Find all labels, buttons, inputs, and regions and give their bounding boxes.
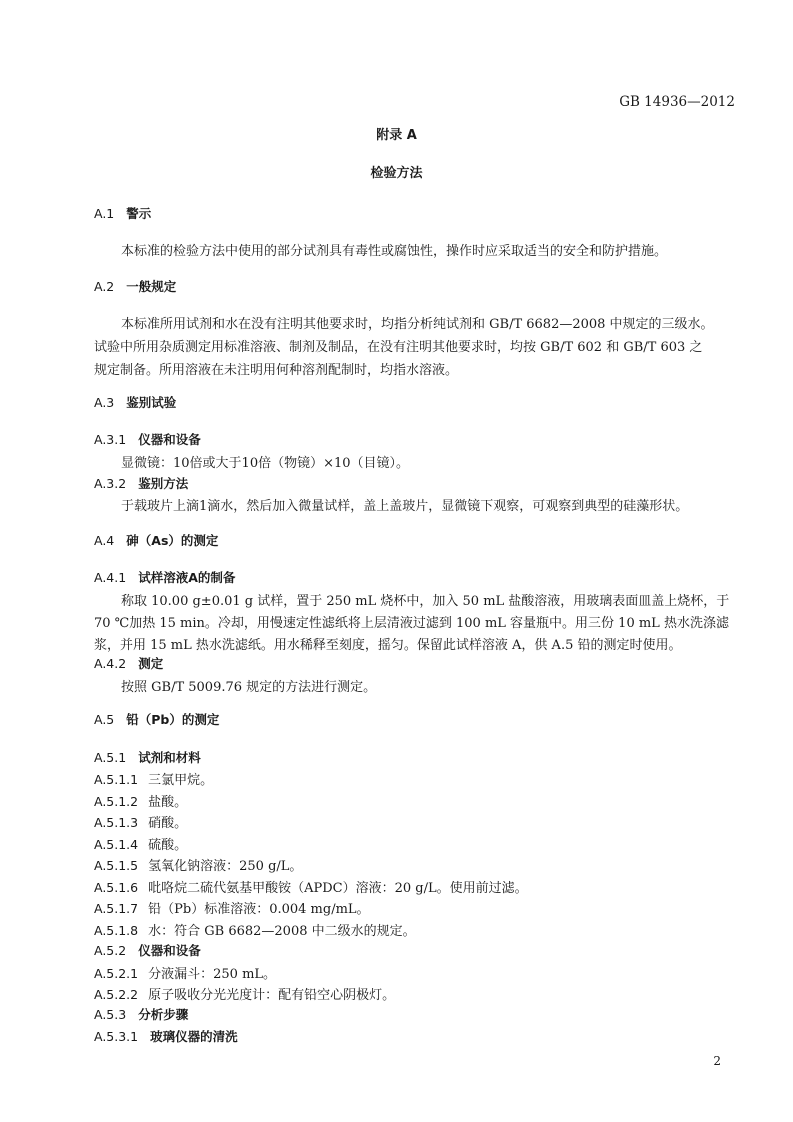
appendix-subtitle: 检验方法: [370, 166, 423, 181]
subsection-a52-heading: [94, 941, 201, 959]
paragraph-line: 浆，并用 15 mL 热水洗滤纸。用水稀释至刻度，摇匀。保留此试样溶液 A，供 A.5 铅的测定时使用。: [94, 638, 682, 653]
item-text: 分液漏斗：250 mL。: [148, 967, 277, 982]
section-title: 警示: [126, 206, 152, 221]
section-number: A.4.2: [94, 656, 127, 671]
section-number: A.3.1: [94, 432, 127, 447]
item-number: A.5.1.4: [94, 837, 139, 852]
subsection-a53-heading: [94, 1005, 188, 1023]
section-title: 测定: [138, 656, 164, 671]
item-number: A.5.2.2: [94, 987, 139, 1002]
item-number: A.5.2.1: [94, 966, 139, 981]
item-text: 盐酸。: [148, 795, 188, 810]
item-number: A.5.1.2: [94, 794, 139, 809]
page-number: 2: [713, 1054, 721, 1068]
section-title: 分析步骤: [138, 1007, 189, 1022]
subsection-a42-heading: [94, 654, 163, 672]
paragraph-warning: 本标准的检验方法中使用的部分试剂具有毒性或腐蚀性，操作时应采取适当的安全和防护措施。: [121, 244, 668, 259]
section-number: A.5: [94, 712, 115, 727]
section-title: 仪器和设备: [138, 943, 201, 958]
section-number: A.3.2: [94, 476, 127, 491]
paragraph-line: 本标准所用试剂和水在没有注明其他要求时，均指分析纯试剂和 GB/T 6682—2008 中规定的三级水。: [121, 317, 714, 332]
item-text: 吡咯烷二硫代氨基甲酸铵（APDC）溶液：20 g/L。使用前过滤。: [148, 881, 528, 896]
appendix-title: 附录 A: [376, 128, 417, 143]
section-number: A.3: [94, 395, 115, 410]
item-text: 氢氧化钠溶液：250 g/L。: [148, 859, 303, 874]
section-number: A.5.3.1: [94, 1029, 139, 1044]
section-a5-heading: [94, 710, 219, 728]
section-number: A.5.2: [94, 943, 127, 958]
section-title: 仪器和设备: [138, 432, 201, 447]
section-number: A.1: [94, 206, 115, 221]
standard-code: GB 14936—2012: [619, 94, 735, 110]
list-item: [94, 855, 302, 874]
paragraph-line: 显微镜：10倍或大于10倍（物镜）×10（目镜）。: [121, 456, 410, 471]
list-item: [94, 769, 213, 788]
list-item: [94, 920, 416, 939]
section-title: 铅（Pb）的测定: [126, 712, 220, 727]
section-a3-heading: [94, 393, 176, 411]
section-number: A.4.1: [94, 570, 127, 585]
section-title: 试样溶液A的制备: [138, 570, 236, 585]
item-text: 原子吸收分光光度计：配有铅空心阴极灯。: [148, 988, 396, 1003]
list-item: [94, 791, 187, 810]
paragraph-line: 规定制备。所用溶液在未注明用何种溶剂配制时，均指水溶液。: [94, 363, 459, 378]
subsection-a531-heading: [94, 1027, 238, 1045]
section-title: 玻璃仪器的清洗: [150, 1029, 238, 1044]
item-text: 铅（Pb）标准溶液：0.004 mg/mL。: [148, 902, 370, 917]
subsection-a32-heading: [94, 474, 188, 492]
item-text: 硫酸。: [148, 838, 188, 853]
paragraph-line: 按照 GB/T 5009.76 规定的方法进行测定。: [121, 680, 377, 695]
section-title: 试剂和材料: [138, 750, 201, 765]
section-number: A.5.1: [94, 750, 127, 765]
list-item: [94, 812, 187, 831]
item-number: A.5.1.6: [94, 880, 139, 895]
section-number: A.5.3: [94, 1007, 127, 1022]
item-text: 水：符合 GB 6682—2008 中二级水的规定。: [148, 924, 416, 939]
section-title: 一般规定: [126, 279, 177, 294]
item-number: A.5.1.8: [94, 923, 139, 938]
section-title: 砷（As）的测定: [126, 533, 219, 548]
item-number: A.5.1.7: [94, 901, 139, 916]
section-a4-heading: [94, 531, 218, 549]
paragraph-line: 试验中所用杂质测定用标准溶液、制剂及制品，在没有注明其他要求时，均按 GB/T 602 和 GB/T 603 之: [94, 340, 703, 355]
paragraph-line: 70 ℃加热 15 min。冷却，用慢速定性滤纸将上层清液过滤到 100 mL 容量瓶中。用三份 10 mL 热水洗涤滤: [94, 616, 729, 631]
paragraph-line: 称取 10.00 g±0.01 g 试样，置于 250 mL 烧杯中，加入 50 mL 盐酸溶液，用玻璃表面皿盖上烧杯，于: [121, 594, 730, 609]
item-text: 三氯甲烷。: [148, 773, 214, 788]
list-item: [94, 877, 528, 896]
item-number: A.5.1.1: [94, 772, 139, 787]
list-item: [94, 898, 370, 917]
section-number: A.2: [94, 279, 115, 294]
subsection-a31-heading: [94, 430, 201, 448]
item-number: A.5.1.5: [94, 858, 139, 873]
section-title: 鉴别试验: [126, 395, 177, 410]
subsection-a41-heading: [94, 568, 235, 586]
section-title: 鉴别方法: [138, 476, 189, 491]
paragraph-line: 于载玻片上滴1滴水，然后加入微量试样，盖上盖玻片，显微镜下观察，可观察到典型的硅藻形状。: [121, 499, 689, 514]
subsection-a51-heading: [94, 748, 201, 766]
item-text: 硝酸。: [148, 816, 188, 831]
item-number: A.5.1.3: [94, 815, 139, 830]
list-item: [94, 834, 187, 853]
section-number: A.4: [94, 533, 115, 548]
section-a1-heading: [94, 204, 151, 222]
section-a2-heading: [94, 277, 176, 295]
list-item: [94, 984, 395, 1003]
list-item: [94, 963, 276, 982]
